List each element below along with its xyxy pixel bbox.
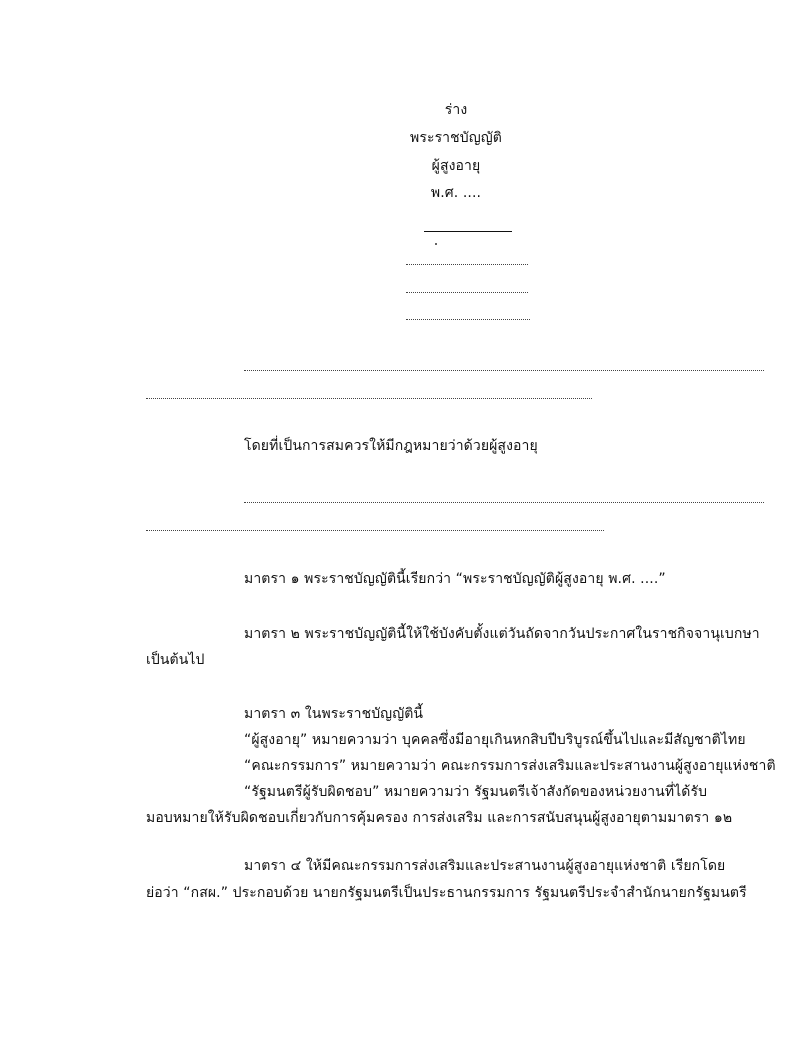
section-2-line-2: เป็นต้นไป <box>146 652 205 668</box>
act-year: พ.ศ. .... <box>430 185 482 201</box>
preamble-text: โดยที่เป็นการสมควรให้มีกฎหมายว่าด้วยผู้สูงอายุ <box>244 438 538 454</box>
act-name-title: ผู้สูงอายุ <box>431 158 481 174</box>
dotted-line <box>406 292 528 293</box>
section-4-line-2: ย่อว่า “กสผ.” ประกอบด้วย นายกรัฐมนตรีเป็นประธานกรรมการ รัฐมนตรีประจำสำนักนายกรัฐมนตรี <box>146 885 747 901</box>
dotted-line <box>406 319 530 320</box>
definition-committee: “คณะกรรมการ” หมายความว่า คณะกรรมการส่งเสริมและประสานงานผู้สูงอายุแห่งชาติ <box>244 758 776 774</box>
dot-mark <box>435 243 437 245</box>
section-1: มาตรา ๑ พระราชบัญญัตินี้เรียกว่า “พระราชบัญญัติผู้สูงอายุ พ.ศ. ....” <box>244 571 666 587</box>
draft-label: ร่าง <box>444 102 468 118</box>
definition-elderly: “ผู้สูงอายุ” หมายความว่า บุคคลซึ่งมีอายุเกินหกสิบปีบริบูรณ์ขึ้นไปและมีสัญชาติไทย <box>244 732 746 748</box>
title-underline <box>424 231 512 232</box>
dotted-line <box>146 530 604 531</box>
definition-minister-line-2: มอบหมายให้รับผิดชอบเกี่ยวกับการคุ้มครอง การส่งเสริม และการสนับสนุนผู้สูงอายุตามมาตรา ๑๒ <box>146 810 733 826</box>
section-4-line-1: มาตรา ๔ ให้มีคณะกรรมการส่งเสริมและประสานงานผู้สูงอายุแห่งชาติ เรียกโดย <box>244 858 726 874</box>
definition-minister-line-1: “รัฐมนตรีผู้รับผิดชอบ” หมายความว่า รัฐมนตรีเจ้าสังกัดของหน่วยงานที่ได้รับ <box>244 784 708 800</box>
section-2-line-1: มาตรา ๒ พระราชบัญญัตินี้ให้ใช้บังคับตั้งแต่วันถัดจากวันประกาศในราชกิจจานุเบกษา <box>244 626 760 642</box>
dotted-line <box>146 398 592 399</box>
dotted-line <box>244 502 764 503</box>
act-type-title: พระราชบัญญัติ <box>410 130 502 146</box>
dotted-line <box>406 264 528 265</box>
section-3-heading: มาตรา ๓ ในพระราชบัญญัตินี้ <box>244 706 424 722</box>
dotted-line <box>244 370 764 371</box>
